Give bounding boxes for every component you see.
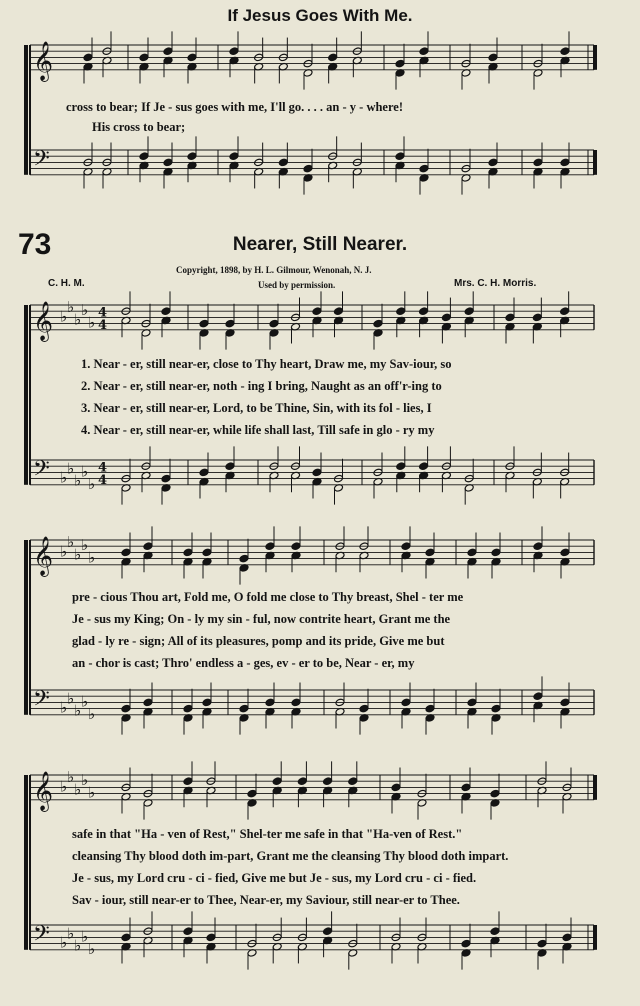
note-head	[121, 933, 131, 942]
note-head	[532, 313, 542, 322]
flat-sign-icon: ♭	[60, 933, 68, 952]
note-head	[265, 542, 275, 551]
note-head	[143, 542, 153, 551]
treble-clef-icon: 𝄞	[33, 770, 54, 811]
flat-sign-icon: ♭	[88, 783, 96, 802]
note-head	[491, 548, 501, 557]
flat-sign-icon: ♭	[67, 768, 75, 787]
note-head	[348, 777, 358, 786]
note-head	[143, 698, 153, 707]
note-head	[425, 704, 435, 713]
note-head	[334, 307, 344, 316]
s2-verse-4: an - chor is cast; Thro' endless a - ges, ev - er to be, Near - er, my	[72, 656, 415, 670]
note-head	[199, 468, 209, 477]
top-hymn-lyric-line-2: His cross to bear;	[92, 120, 186, 134]
note-head	[533, 692, 543, 701]
flat-sign-icon: ♭	[60, 307, 68, 326]
note-head	[395, 59, 405, 68]
treble-clef-icon: 𝄞	[33, 40, 54, 81]
note-head	[323, 927, 333, 936]
note-head	[562, 933, 572, 942]
s3-verse-2: cleansing Thy blood doth im-part, Grant me the cleansing Thy blood doth impart.	[72, 849, 509, 863]
note-head	[225, 462, 235, 471]
note-head	[359, 704, 369, 713]
s3-verse-1: safe in that "Ha - ven of Rest," Shel-ter me safe in that "Ha-ven of Rest."	[72, 827, 463, 841]
note-head	[225, 319, 235, 328]
s2-verse-3: glad - ly re - sign; All of its pleasures, pomp and its pride, Give me but	[72, 634, 445, 648]
time-signature-top: 4	[98, 460, 108, 476]
note-head	[425, 548, 435, 557]
note-head	[312, 307, 322, 316]
flat-sign-icon: ♭	[81, 536, 89, 555]
note-head	[441, 313, 451, 322]
note-head	[560, 548, 570, 557]
s2-verse-2: Je - sus my King; On - ly my sin - ful, now contrite heart, Grant me the	[72, 612, 451, 626]
note-head	[139, 53, 149, 62]
permission-line: Used by permission.	[258, 280, 336, 290]
note-head	[396, 462, 406, 471]
treble-clef-icon: 𝄞	[33, 300, 54, 341]
note-head	[206, 933, 216, 942]
flat-sign-icon: ♭	[74, 780, 82, 799]
note-head	[560, 158, 570, 167]
note-head	[560, 47, 570, 56]
composer-credit: C. H. M.	[48, 278, 85, 289]
flat-sign-icon: ♭	[88, 313, 96, 332]
note-head	[291, 698, 301, 707]
note-head	[269, 319, 279, 328]
flat-sign-icon: ♭	[67, 689, 75, 708]
note-head	[183, 927, 193, 936]
time-signature-bottom: 4	[98, 317, 108, 333]
flat-sign-icon: ♭	[88, 704, 96, 723]
note-head	[202, 698, 212, 707]
flat-sign-icon: ♭	[74, 701, 82, 720]
note-head	[183, 704, 193, 713]
flat-sign-icon: ♭	[81, 927, 89, 946]
bass-clef-icon: 𝄢	[33, 686, 50, 717]
note-head	[419, 47, 429, 56]
note-head	[239, 554, 249, 563]
flat-sign-icon: ♭	[88, 474, 96, 493]
s1-verse-3: 3. Near - er, still near-er, Lord, to be Thine, Sin, with its fol - lies, I	[81, 401, 432, 415]
system-bracket	[24, 775, 28, 950]
flat-sign-icon: ♭	[67, 298, 75, 317]
note-head	[328, 53, 338, 62]
note-head	[139, 152, 149, 161]
note-head	[278, 158, 288, 167]
note-head	[490, 789, 500, 798]
note-head	[121, 548, 131, 557]
flat-sign-icon: ♭	[60, 698, 68, 717]
top-hymn-title: If Jesus Goes With Me.	[227, 6, 413, 25]
flat-sign-icon: ♭	[60, 468, 68, 487]
note-head	[161, 307, 171, 316]
note-head	[396, 307, 406, 316]
note-head	[183, 548, 193, 557]
s1-verse-2: 2. Near - er, still near-er, noth - ing I bring, Naught as an off'r-ing to	[81, 379, 442, 393]
flat-sign-icon: ♭	[81, 771, 89, 790]
note-head	[373, 319, 383, 328]
system-bracket	[24, 540, 28, 715]
note-head	[291, 542, 301, 551]
note-head	[401, 542, 411, 551]
note-head	[560, 307, 570, 316]
note-head	[83, 53, 93, 62]
flat-sign-icon: ♭	[81, 462, 89, 481]
system-bracket	[24, 305, 28, 485]
note-head	[461, 939, 471, 948]
note-head	[187, 152, 197, 161]
note-head	[467, 698, 477, 707]
note-head	[560, 698, 570, 707]
note-head	[323, 777, 333, 786]
note-head	[312, 468, 322, 477]
flat-sign-icon: ♭	[74, 310, 82, 329]
note-head	[163, 158, 173, 167]
note-head	[163, 47, 173, 56]
note-head	[419, 462, 429, 471]
note-head	[419, 164, 429, 173]
flat-sign-icon: ♭	[74, 545, 82, 564]
note-head	[303, 164, 313, 173]
hymn-title: Nearer, Still Nearer.	[232, 234, 408, 255]
note-head	[247, 789, 257, 798]
note-head	[419, 307, 429, 316]
note-head	[395, 152, 405, 161]
top-hymn-lyric-line-1: cross to bear; If Je - sus goes with me, I'll go. . . . an - y - where!	[66, 100, 403, 114]
flat-sign-icon: ♭	[67, 924, 75, 943]
s1-verse-1: 1. Near - er, still near-er, close to Thy heart, Draw me, my Sav-iour, so	[81, 357, 452, 371]
flat-sign-icon: ♭	[74, 936, 82, 955]
note-head	[265, 698, 275, 707]
flat-sign-icon: ♭	[81, 301, 89, 320]
bass-clef-icon: 𝄢	[33, 146, 50, 177]
note-head	[391, 783, 401, 792]
flat-sign-icon: ♭	[74, 471, 82, 490]
s2-verse-1: pre - cious Thou art, Fold me, O fold me close to Thy breast, Shel - ter me	[72, 590, 464, 604]
flat-sign-icon: ♭	[88, 548, 96, 567]
note-head	[505, 313, 515, 322]
note-head	[533, 158, 543, 167]
note-head	[464, 307, 474, 316]
note-head	[121, 704, 131, 713]
flat-sign-icon: ♭	[60, 542, 68, 561]
s1-verse-4: 4. Near - er, still near-er, while life shall last, Till safe in glo - ry my	[81, 423, 435, 437]
note-head	[202, 548, 212, 557]
flat-sign-icon: ♭	[67, 533, 75, 552]
note-head	[297, 777, 307, 786]
note-head	[537, 939, 547, 948]
flat-sign-icon: ♭	[88, 939, 96, 958]
flat-sign-icon: ♭	[81, 692, 89, 711]
bass-clef-icon: 𝄢	[33, 456, 50, 487]
note-head	[490, 927, 500, 936]
author-credit: Mrs. C. H. Morris.	[454, 278, 537, 289]
note-head	[488, 158, 498, 167]
note-head	[229, 152, 239, 161]
copyright-line: Copyright, 1898, by H. L. Gilmour, Wenonah, N. J.	[176, 265, 372, 275]
note-head	[199, 319, 209, 328]
flat-sign-icon: ♭	[67, 459, 75, 478]
flat-sign-icon: ♭	[60, 777, 68, 796]
note-head	[401, 698, 411, 707]
note-head	[187, 53, 197, 62]
system-bracket	[24, 45, 28, 175]
note-head	[533, 542, 543, 551]
bass-clef-icon: 𝄢	[33, 921, 50, 952]
note-head	[161, 474, 171, 483]
note-head	[488, 53, 498, 62]
note-head	[229, 47, 239, 56]
note-head	[491, 704, 501, 713]
time-signature-bottom: 4	[98, 472, 108, 488]
note-head	[467, 548, 477, 557]
note-head	[272, 777, 282, 786]
note-head	[461, 783, 471, 792]
hymn-number: 73	[18, 228, 52, 261]
note-head	[239, 704, 249, 713]
s3-verse-3: Je - sus, my Lord cru - ci - fied, Give me but Je - sus, my Lord cru - ci - fied.	[72, 871, 477, 885]
s3-verse-4: Sav - iour, still near-er to Thee, Near-er, my Saviour, still near-er to Thee.	[72, 893, 460, 907]
treble-clef-icon: 𝄞	[33, 535, 54, 576]
note-head	[183, 777, 193, 786]
time-signature-top: 4	[98, 305, 108, 321]
